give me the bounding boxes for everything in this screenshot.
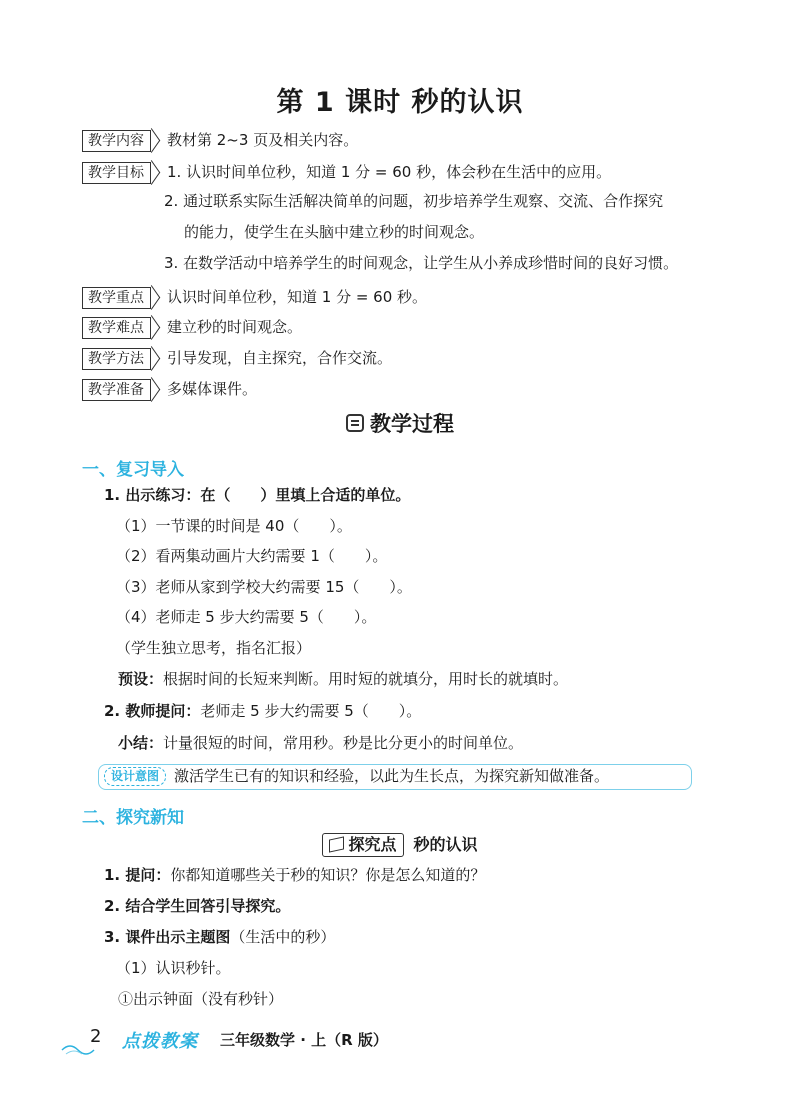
part1-preset-row <box>118 668 568 690</box>
key-text: 认识时间单位秒，知道 1 分 = 60 秒。 <box>167 288 428 306</box>
method-text: 引导发现，自主探究，合作交流。 <box>167 349 393 367</box>
goal-1: 1. 认识时间单位秒，知道 1 分 = 60 秒，体会秒在生活中的应用。 <box>167 163 612 181</box>
footer-subtitle: 三年级数学 · 上（R 版） <box>220 1031 388 1049</box>
part1-item-4: （4）老师走 5 步大约需要 5（ ）。 <box>116 608 377 626</box>
goal-tag: 教学目标 <box>82 162 151 184</box>
s3-text: （生活中的秒） <box>230 928 336 946</box>
content-tag: 教学内容 <box>82 130 151 152</box>
preset-text: 根据时间的长短来判断。用时短的就填分，用时长的就填时。 <box>163 670 569 688</box>
process-title: 教学过程 <box>370 412 454 436</box>
page-number: 2 <box>90 1026 102 1047</box>
part1-item-2: （2）看两集动画片大约需要 1（ ）。 <box>116 547 388 565</box>
part2-s1-row <box>104 864 485 886</box>
design-tag: 设计意图 <box>104 767 166 786</box>
summary-text: 计量很短的时间，常用秒。秒是比分更小的时间单位。 <box>163 734 524 752</box>
info-diff-row <box>82 316 302 339</box>
key-tag: 教学重点 <box>82 287 151 309</box>
summary-label: 小结： <box>118 734 164 752</box>
goal-2-cont: 的能力，使学生在头脑中建立秒的时间观念。 <box>184 223 485 241</box>
part2-s3-row <box>104 926 335 948</box>
part1-q1: 1. 出示练习：在（ ）里填上合适的单位。 <box>104 486 411 504</box>
info-prep-row <box>82 378 257 401</box>
footer-logo: 点拨教案 <box>122 1031 198 1052</box>
info-content-row <box>82 129 358 152</box>
method-tag: 教学方法 <box>82 348 151 370</box>
q2-label: 2. 教师提问： <box>104 702 201 720</box>
part1-q2-row <box>104 700 421 722</box>
probe-tag-label: 探究点 <box>348 835 397 854</box>
process-heading <box>0 408 800 438</box>
s1-label: 1. 提问： <box>104 866 171 884</box>
info-goal-row <box>82 161 611 184</box>
prep-text: 多媒体课件。 <box>167 380 258 398</box>
design-text: 激活学生已有的知识和经验，以此为生长点，为探究新知做准备。 <box>174 767 610 785</box>
cube-icon <box>329 836 344 852</box>
part2-s2: 2. 结合学生回答引导探究。 <box>104 897 291 915</box>
content-text: 教材第 2~3 页及相关内容。 <box>167 131 359 149</box>
page-title: 第 1 课时 秒的认识 <box>276 87 524 118</box>
info-method-row <box>82 347 392 370</box>
probe-heading <box>0 832 800 857</box>
s1-text: 你都知道哪些关于秒的知识？你是怎么知道的？ <box>170 866 486 884</box>
part2-s3-1a: ①出示钟面（没有秒针） <box>118 990 284 1008</box>
part1-item-1: （1）一节课的时间是 40（ ）。 <box>116 517 352 535</box>
part1-item-3: （3）老师从家到学校大约需要 15（ ）。 <box>116 578 412 596</box>
part2-heading: 二、探究新知 <box>82 808 184 828</box>
list-icon <box>346 414 364 432</box>
part1-summary-row <box>118 732 523 754</box>
part1-note: （学生独立思考，指名汇报） <box>116 639 312 657</box>
q2-text: 老师走 5 步大约需要 5（ ）。 <box>200 702 422 720</box>
probe-title: 秒的认识 <box>413 835 478 854</box>
diff-tag: 教学难点 <box>82 317 151 339</box>
part2-s3-1: （1）认识秒针。 <box>116 959 231 977</box>
s3-label: 3. 课件出示主题图 <box>104 928 231 946</box>
preset-label: 预设： <box>118 670 164 688</box>
goal-2: 2. 通过联系实际生活解决简单的问题，初步培养学生观察、交流、合作探究 <box>164 192 664 210</box>
part1-heading: 一、复习导入 <box>82 460 184 480</box>
goal-3: 3. 在数学活动中培养学生的时间观念，让学生从小养成珍惜时间的良好习惯。 <box>164 254 679 272</box>
probe-tag <box>322 833 403 857</box>
prep-tag: 教学准备 <box>82 379 151 401</box>
info-key-row <box>82 286 427 309</box>
diff-text: 建立秒的时间观念。 <box>167 318 303 336</box>
